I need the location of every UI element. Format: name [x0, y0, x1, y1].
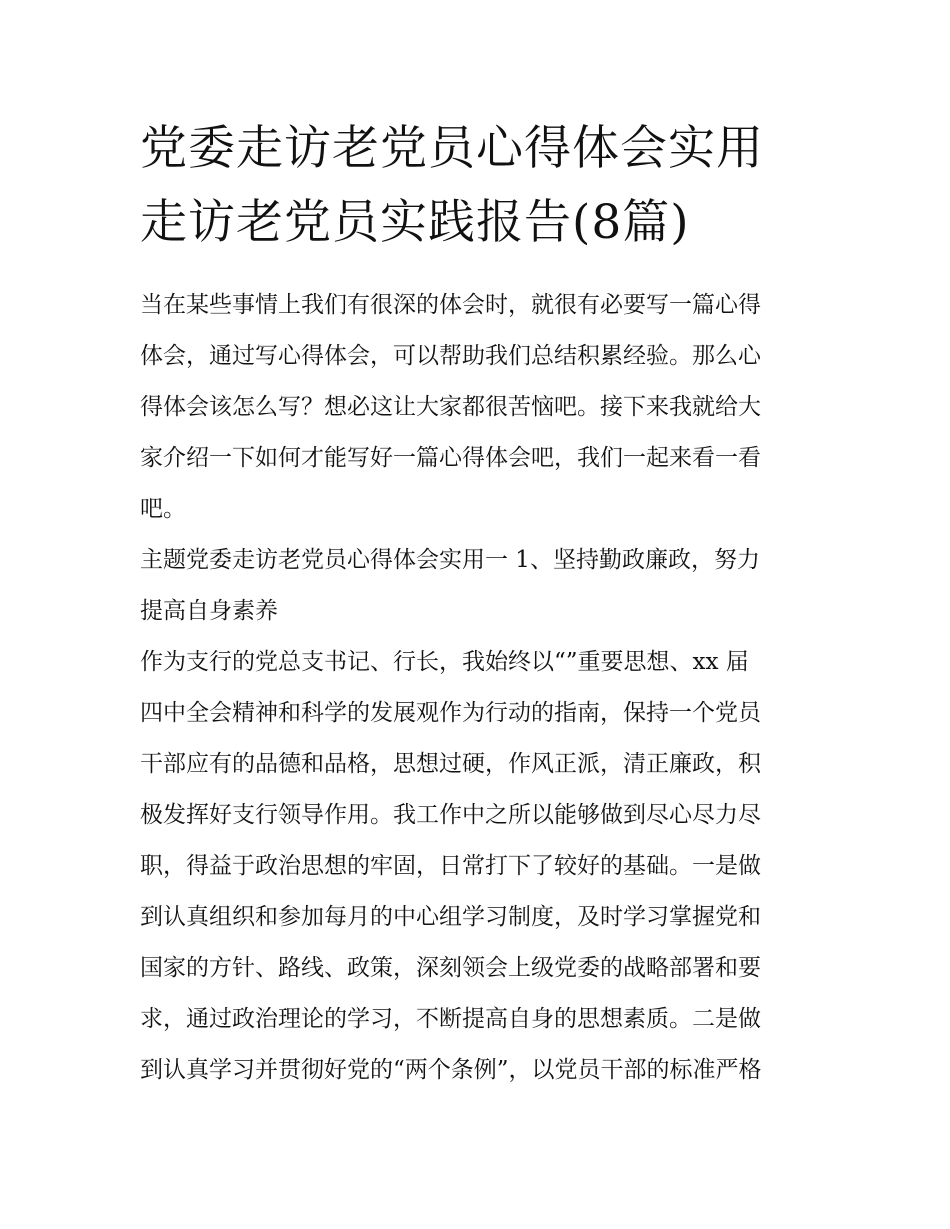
- title-line-2: 走访老党员实践报告(8篇): [140, 195, 690, 250]
- text-line: 四中全会精神和科学的发展观作为行动的指南，保持一个党员: [140, 700, 761, 726]
- text-line: 到认真学习并贯彻好党的“两个条例”，以党员干部的标准严格: [140, 1057, 762, 1083]
- title-line-1: 党委走访老党员心得体会实用: [140, 121, 764, 176]
- text-line: 提高自身素养: [140, 598, 278, 624]
- document-title: [140, 112, 820, 260]
- paragraph-heading: [140, 535, 815, 637]
- text-line: 作为支行的党总支书记、行长，我始终以“”重要思想、xx 届: [140, 649, 749, 675]
- text-line: 家介绍一下如何才能写好一篇心得体会吧，我们一起来看一看: [140, 445, 761, 471]
- text-line: 国家的方针、路线、政策，深刻领会上级党委的战略部署和要: [140, 955, 761, 981]
- text-line: 到认真组织和参加每月的中心组学习制度，及时学习掌握党和: [140, 904, 761, 930]
- text-line: 得体会该怎么写？想必这让大家都很苦恼吧。接下来我就给大: [140, 394, 761, 420]
- text-line: 干部应有的品德和品格，思想过硬，作风正派，清正廉政，积: [140, 751, 761, 777]
- text-line: 主题党委走访老党员心得体会实用一 1、坚持勤政廉政，努力: [140, 547, 760, 573]
- text-line: 求，通过政治理论的学习，不断提高自身的思想素质。二是做: [140, 1006, 761, 1032]
- text-line: 职，得益于政治思想的牢固，日常打下了较好的基础。一是做: [140, 853, 761, 879]
- document-body: [140, 280, 815, 1096]
- text-line: 极发挥好支行领导作用。我工作中之所以能够做到尽心尽力尽: [140, 802, 761, 828]
- paragraph-body: [140, 637, 815, 1096]
- text-line: 体会，通过写心得体会，可以帮助我们总结积累经验。那么心: [140, 343, 761, 369]
- text-line: 吧。: [140, 496, 186, 522]
- text-line: 当在某些事情上我们有很深的体会时，就很有必要写一篇心得: [140, 292, 761, 318]
- paragraph-intro: [140, 280, 815, 535]
